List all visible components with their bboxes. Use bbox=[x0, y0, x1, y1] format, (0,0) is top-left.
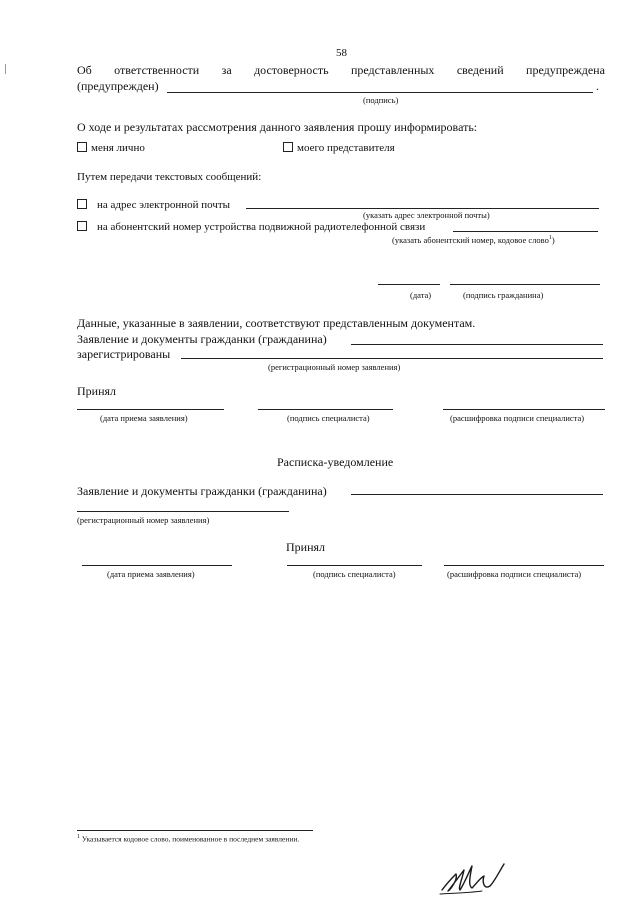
email-caption: (указать адрес электронной почты) bbox=[363, 210, 490, 220]
inform-option-representative[interactable] bbox=[283, 142, 395, 154]
margin-mark bbox=[5, 64, 7, 74]
responsibility-signature-line[interactable] bbox=[167, 92, 593, 93]
phone-caption bbox=[392, 235, 555, 245]
accepted-title-1: Принял bbox=[77, 384, 117, 398]
resp-word: за bbox=[221, 63, 232, 77]
checkbox-email[interactable] bbox=[77, 199, 87, 209]
resp-word: предупреждена bbox=[526, 63, 605, 77]
resp-word: достоверность bbox=[254, 63, 329, 77]
specialist-signature-field-1[interactable] bbox=[258, 409, 393, 410]
responsibility-line1 bbox=[77, 63, 605, 78]
accept-date-field-1[interactable] bbox=[77, 409, 224, 410]
phone-option[interactable] bbox=[77, 221, 425, 233]
specialist-signature-field-2[interactable] bbox=[287, 565, 422, 566]
checkbox-phone[interactable] bbox=[77, 221, 87, 231]
inform-option-representative-label: моего представителя bbox=[297, 142, 395, 154]
specialist-decode-caption-1: (расшифровка подписи специалиста) bbox=[450, 413, 585, 423]
accepted-title-2: Принял bbox=[286, 540, 326, 554]
inform-title: О ходе и результатах рассмотрения данного заявления прошу информировать: bbox=[77, 120, 478, 134]
specialist-signature-caption-1: (подпись специалиста) bbox=[287, 413, 370, 423]
page-number: 58 bbox=[336, 47, 347, 59]
footnote-mark: 1 bbox=[77, 834, 80, 840]
registration-line2: Заявление и документы гражданки (гражданина) bbox=[77, 332, 327, 346]
responsibility-caption: (подпись) bbox=[363, 95, 399, 105]
specialist-signature-caption-2: (подпись специалиста) bbox=[313, 569, 396, 579]
registration-line1: Данные, указанные в заявлении, соответствуют представленным документам. bbox=[77, 316, 476, 330]
email-label: на адрес электронной почты bbox=[97, 199, 231, 211]
accept-date-field-2[interactable] bbox=[82, 565, 232, 566]
phone-caption-text: (указать абонентский номер, кодовое слово bbox=[392, 235, 549, 245]
resp-word: представленных bbox=[350, 63, 435, 77]
footnote bbox=[77, 834, 299, 844]
specialist-decode-caption-2: (расшифровка подписи специалиста) bbox=[447, 569, 582, 579]
citizen-signature-field[interactable] bbox=[450, 284, 600, 285]
registration-citizen-field[interactable] bbox=[351, 344, 603, 345]
messages-title: Путем передачи текстовых сообщений: bbox=[77, 171, 262, 183]
specialist-decode-field-2[interactable] bbox=[444, 565, 604, 566]
accept-date-caption-2: (дата приема заявления) bbox=[107, 569, 195, 579]
email-field[interactable] bbox=[246, 208, 599, 209]
phone-caption-close: ) bbox=[551, 235, 555, 245]
specialist-decode-field-1[interactable] bbox=[443, 409, 605, 410]
footnote-divider bbox=[77, 830, 313, 831]
receipt-title: Расписка-уведомление bbox=[277, 455, 394, 469]
phone-label: на абонентский номер устройства подвижной радиотелефонной связи bbox=[97, 221, 426, 233]
inform-option-self-label: меня лично bbox=[91, 142, 145, 154]
receipt-number-caption: (регистрационный номер заявления) bbox=[77, 515, 210, 525]
handwritten-signature bbox=[438, 860, 508, 898]
resp-word: ответственности bbox=[114, 63, 200, 77]
responsibility-end: . bbox=[596, 79, 599, 93]
footnote-text: Указывается кодовое слово, поименованное в последнем заявлении. bbox=[81, 834, 300, 844]
citizen-date-field[interactable] bbox=[378, 284, 440, 285]
checkbox-representative[interactable] bbox=[283, 142, 293, 152]
resp-word: сведений bbox=[456, 63, 504, 77]
accept-date-caption-1: (дата приема заявления) bbox=[100, 413, 188, 423]
checkbox-self[interactable] bbox=[77, 142, 87, 152]
resp-word: Об bbox=[77, 63, 92, 77]
phone-field[interactable] bbox=[453, 231, 598, 232]
receipt-line: Заявление и документы гражданки (гражданина) bbox=[77, 484, 327, 498]
inform-option-self[interactable] bbox=[77, 142, 145, 154]
registration-line3: зарегистрированы bbox=[77, 347, 171, 361]
receipt-citizen-field[interactable] bbox=[351, 494, 603, 495]
responsibility-line2: (предупрежден) bbox=[77, 79, 159, 93]
citizen-signature-caption: (подпись гражданина) bbox=[463, 290, 544, 300]
registration-number-caption: (регистрационный номер заявления) bbox=[268, 362, 401, 372]
email-option[interactable] bbox=[77, 199, 230, 211]
citizen-date-caption: (дата) bbox=[410, 290, 432, 300]
registration-number-field[interactable] bbox=[181, 358, 603, 359]
receipt-number-field[interactable] bbox=[77, 511, 289, 512]
phone-caption-footnote-mark: 1 bbox=[548, 235, 552, 242]
